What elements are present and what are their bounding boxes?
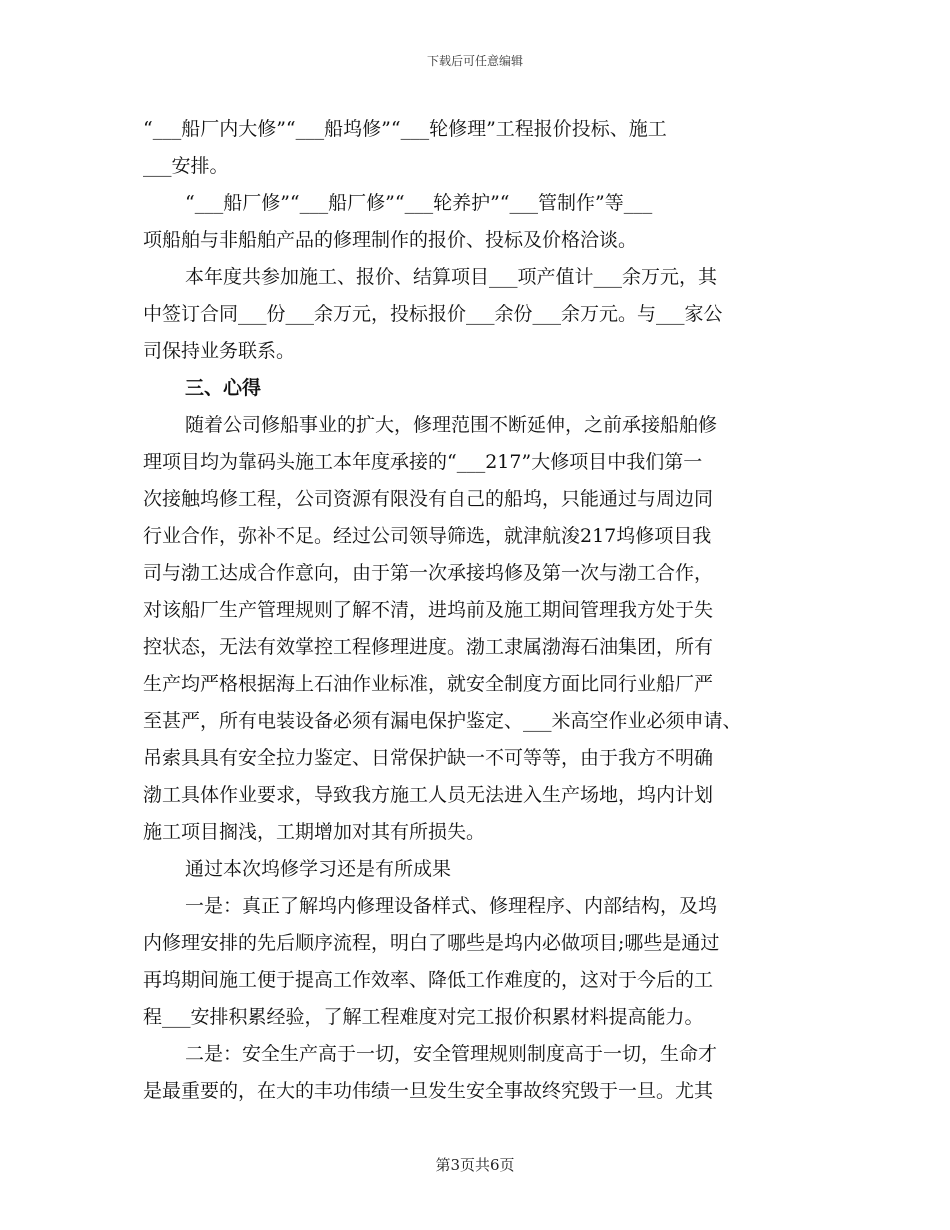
text-line: 再坞期间施工便于提高工作效率、降低工作难度的，这对于今后的工 <box>143 969 714 991</box>
text-line: “___船厂修”“___船厂修”“___轮养护”“___管制作”等___ <box>185 192 653 214</box>
text-line: 至甚严，所有电装设备必须有漏电保护鉴定、___米高空作业必须申请、 <box>143 710 742 732</box>
text-line: 控状态，无法有效掌控工程修理进度。渤工隶属渤海石油集团，所有 <box>143 636 714 658</box>
text-line: 内修理安排的先后顺序流程，明白了哪些是坞内必做项目;哪些是通过 <box>143 932 720 954</box>
text-line: 中签订合同___份___余万元，投标报价___余份___余万元。与___家公 <box>143 303 723 325</box>
text-line: 对该船厂生产管理规则了解不清，进坞前及施工期间管理我方处于失 <box>143 599 714 621</box>
text-line: 施工项目搁浅，工期增加对其有所损失。 <box>143 821 486 843</box>
text-line: 行业合作，弥补不足。经过公司领导筛选，就津航浚217坞修项目我 <box>143 525 712 547</box>
text-line: 随着公司修船事业的扩大，修理范围不断延伸，之前承接船舶修 <box>185 414 718 436</box>
text-line: 一是：真正了解坞内修理设备样式、修理程序、内部结构，及坞 <box>185 895 718 917</box>
text-line: 本年度共参加施工、报价、结算项目___项产值计___余万元，其 <box>185 266 718 288</box>
text-line: 司保持业务联系。 <box>143 340 296 362</box>
text-line: 次接触坞修工程，公司资源有限没有自己的船坞，只能通过与周边同 <box>143 488 714 510</box>
page-number: 第3页共6页 <box>435 1156 515 1174</box>
text-line: “___船厂内大修”“___船坞修”“___轮修理”工程报价投标、施工 <box>143 118 667 140</box>
text-line: 程___安排积累经验，了解工程难度对完工报价积累材料提高能力。 <box>143 1006 704 1028</box>
text-line: 通过本次坞修学习还是有所成果 <box>185 858 452 880</box>
text-line: 项船舶与非船舶产品的修理制作的报价、投标及价格洽谈。 <box>143 229 638 251</box>
section-heading: 三、心得 <box>185 377 262 399</box>
page-header: 下载后可任意编辑 <box>426 54 523 68</box>
text-line: 是最重要的，在大的丰功伟绩一旦发生安全事故终究毁于一旦。尤其 <box>143 1080 714 1102</box>
text-line: 吊索具具有安全拉力鉴定、日常保护缺一不可等等，由于我方不明确 <box>143 747 714 769</box>
text-line: 二是：安全生产高于一切，安全管理规则制度高于一切，生命才 <box>185 1043 718 1065</box>
text-line: 生产均严格根据海上石油作业标准，就安全制度方面比同行业船厂严 <box>143 673 714 695</box>
text-line: 理项目均为靠码头施工本年度承接的“___217”大修项目中我们第一 <box>143 451 703 473</box>
text-line: 渤工具体作业要求，导致我方施工人员无法进入生产场地，坞内计划 <box>143 784 714 806</box>
text-line: ___安排。 <box>143 155 229 177</box>
text-line: 司与渤工达成合作意向，由于第一次承接坞修及第一次与渤工合作， <box>143 562 714 584</box>
